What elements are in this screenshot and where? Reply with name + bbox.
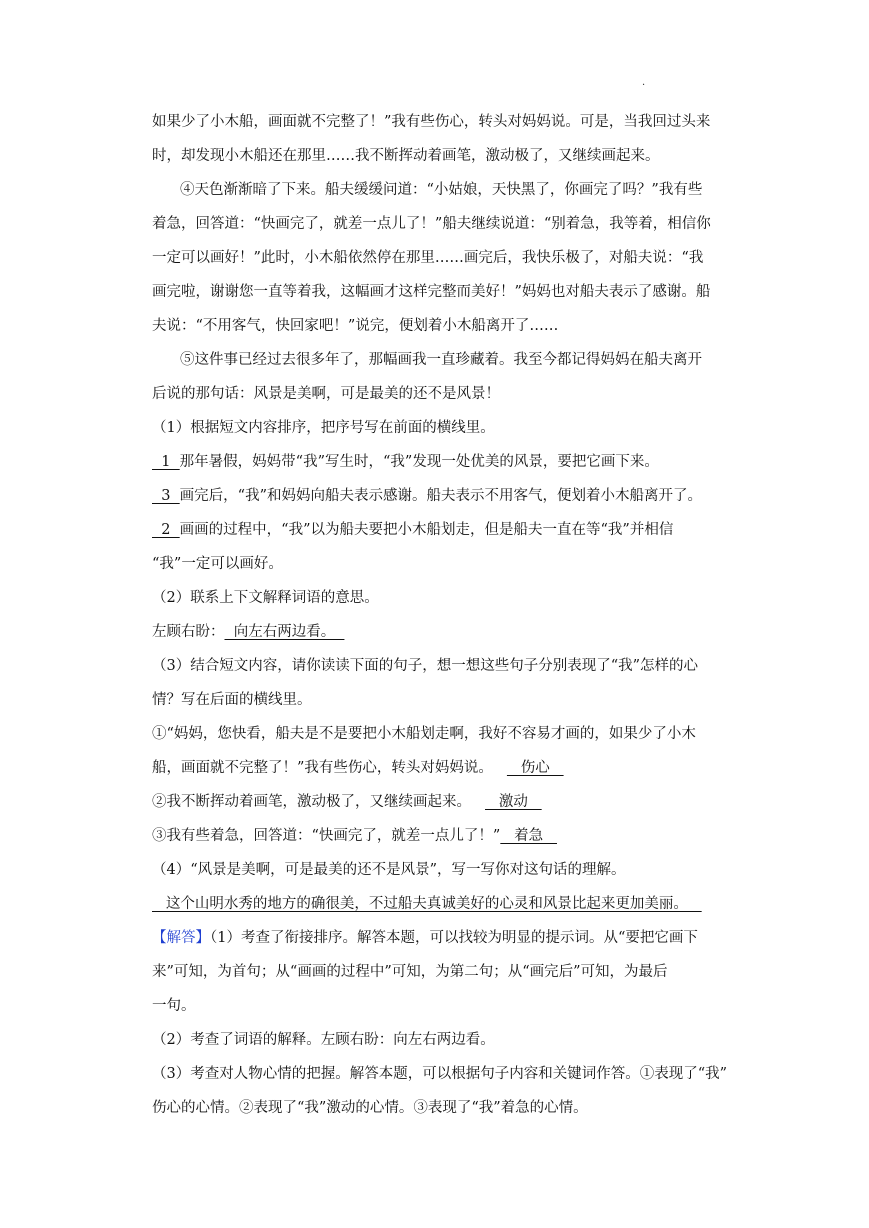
q4-answer: 这个山明水秀的地方的确很美，不过船夫真诚美好的心灵和风景比起来更加美丽。	[152, 896, 702, 912]
q1-item	[152, 486, 742, 506]
q3-sentence3	[152, 826, 742, 846]
para5-line2: 后说的那句话：风景是美啊，可是最美的还不是风景！	[152, 386, 500, 402]
q2-line	[152, 622, 742, 642]
solution-line3: 一句。	[152, 998, 196, 1014]
q4-title: （4）“风景是美啊，可是最美的还不是风景”，写一写你对这句话的理解。	[152, 862, 626, 878]
q1-item-text: 那年暑假，妈妈带“我”写生时，“我”发现一处优美的风景，要把它画下来。	[179, 454, 659, 470]
solution-line2: 来”可知，为首句；从“画画的过程中”可知，为第二句；从“画完后”可知，为最后	[152, 964, 668, 980]
solution-label: 【解答】	[152, 930, 210, 946]
q3-sentence1-line1: ①“妈妈，您快看，船夫是不是要把小木船划走啊，我好不容易才画的，如果少了小木	[152, 726, 696, 742]
q1-answer-blank: 3	[152, 488, 180, 504]
q1-item	[152, 452, 742, 472]
q4-answer-line	[152, 894, 742, 914]
q3-title-line2: 情？写在后面的横线里。	[152, 692, 312, 708]
q1-item	[152, 520, 742, 540]
q1-item-text: 画完后，“我”和妈妈向船夫表示感谢。船夫表示不用客气，便划着小木船离开了。	[179, 488, 702, 504]
para4-line5: 夫说：“不用客气，快回家吧！”说完，便划着小木船离开了……	[152, 318, 559, 334]
q3-answer2: 激动	[485, 794, 542, 810]
q3-sentence2	[152, 792, 742, 812]
q3-answer1: 伤心	[506, 760, 564, 776]
q2-title: （2）联系上下文解释词语的意思。	[152, 590, 379, 606]
solution-p3-line1: （3）考查对人物心情的把握。解答本题，可以根据句子内容和关键词作答。①表现了“我”	[152, 1066, 728, 1082]
solution-p3-line2: 伤心的心情。②表现了“我”激动的心情。③表现了“我”着急的心情。	[152, 1100, 588, 1116]
para5-line1: ⑤这件事已经过去很多年了，那幅画我一直珍藏着。我至今都记得妈妈在船夫离开	[180, 352, 702, 368]
solution-p1-text: （1）考查了衔接排序。解答本题，可以找较为明显的提示词。从“要把它画下	[210, 930, 698, 946]
q2-word: 左顾右盼：	[152, 624, 225, 640]
q3-sentence1-line2	[152, 758, 742, 778]
q1-answer-blank: 1	[152, 454, 180, 470]
q3-answer3: 着急	[500, 828, 557, 844]
solution-p2: （2）考查了词语的解释。左顾右盼：向左右两边看。	[152, 1032, 495, 1048]
q3-title-line1: （3）结合短文内容，请你读读下面的句子，想一想这些句子分别表现了“我”怎样的心	[152, 658, 699, 674]
q3-sentence2-text: ②我不断挥动着画笔，激动极了，又继续画起来。	[152, 794, 471, 810]
q1-item3-continuation: “我”一定可以画好。	[152, 556, 283, 572]
q3-sentence3-text: ③我有些着急，回答道：“快画完了，就差一点儿了！”	[152, 828, 501, 844]
q1-title: （1）根据短文内容排序，把序号写在前面的横线里。	[152, 420, 495, 436]
para4-line3: 一定可以画好！”此时，小木船依然停在那里……画完后，我快乐极了，对船夫说：“我	[152, 250, 704, 266]
para3-line2: 时，却发现小木船还在那里……我不断挥动着画笔，激动极了，又继续画起来。	[152, 148, 660, 164]
solution-line1	[152, 928, 742, 948]
q3-sentence1-text: 船，画面就不完整了！”我有些伤心，转头对妈妈说。	[152, 760, 493, 776]
q1-answer-blank: 2	[152, 522, 180, 538]
q2-answer: 向左右两边看。	[224, 624, 345, 640]
page-dot: ·	[642, 80, 646, 91]
para3-line1: 如果少了小木船，画面就不完整了！”我有些伤心，转头对妈妈说。可是，当我回过头来	[152, 114, 711, 130]
para4-line2: 着急，回答道：“快画完了，就差一点儿了！”船夫继续说道：“别着急，我等着，相信你	[152, 216, 711, 232]
para4-line4: 画完啦，谢谢您一直等着我，这幅画才这样完整而美好！”妈妈也对船夫表示了感谢。船	[152, 284, 711, 300]
para4-line1: ④天色渐渐暗了下来。船夫缓缓问道：“小姑娘，天快黑了，你画完了吗？”我有些	[180, 182, 703, 198]
q1-item-text: 画画的过程中，“我”以为船夫要把小木船划走，但是船夫一直在等“我”并相信	[179, 522, 674, 538]
